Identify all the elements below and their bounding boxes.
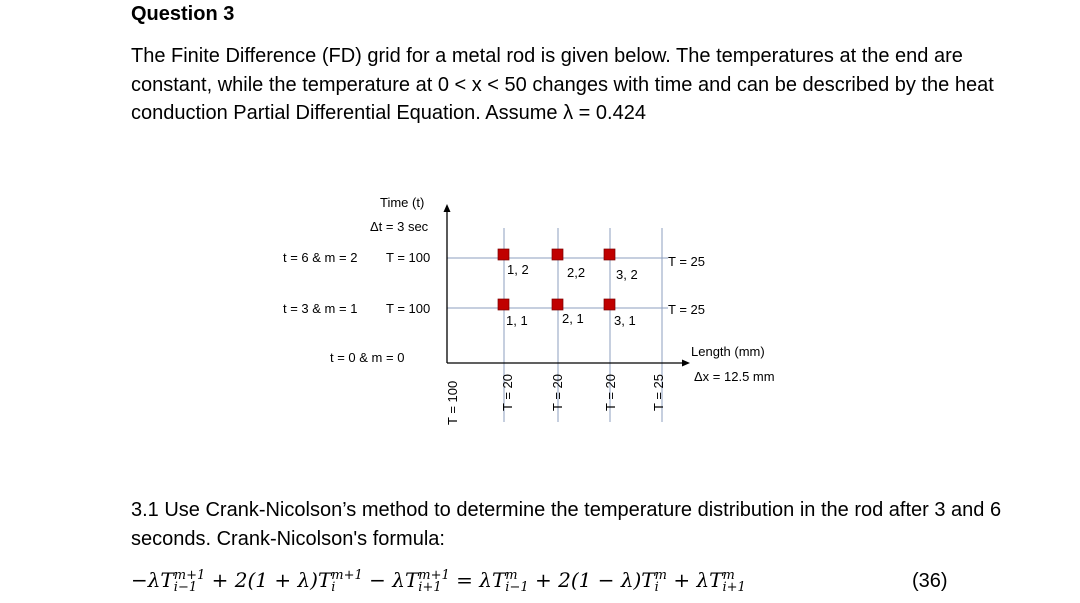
dt-label: Δt = 3 sec xyxy=(370,219,429,234)
left-bc-m2: T = 100 xyxy=(386,250,431,265)
question-heading: Question 3 xyxy=(131,3,235,25)
formula-index: m i−1 xyxy=(505,567,529,595)
node-3-1 xyxy=(604,299,615,310)
formula-term: + 2(1 − λ)T xyxy=(528,568,655,592)
formula-index: m+1 i−1 xyxy=(173,567,206,595)
formula-term: −λT xyxy=(131,568,174,592)
node-label-1-1: 1, 1 xyxy=(506,313,528,328)
initial-temp-x4: T = 25 xyxy=(651,374,666,411)
node-label-2-2: 2,2 xyxy=(567,265,586,280)
node-1-2 xyxy=(498,249,509,260)
formula-index: m i+1 xyxy=(722,567,746,595)
right-bc-m2: T = 25 xyxy=(668,254,705,269)
equation-number: (36) xyxy=(912,570,948,592)
formula-index: m+1 i+1 xyxy=(418,567,450,595)
time-label-m0: t = 0 & m = 0 xyxy=(330,350,405,365)
node-2-2 xyxy=(552,249,563,260)
formula-index: m+1 i xyxy=(331,567,363,595)
time-label-m2: t = 6 & m = 2 xyxy=(283,250,358,265)
node-label-3-2: 3, 2 xyxy=(616,267,638,282)
question-3-1-text: 3.1 Use Crank-Nicolson’s method to determine the temperature distribution in the rod after 3 and 6 seconds. Crank-Nicolson's formula: xyxy=(131,499,1002,550)
formula-term: + 2(1 + λ)T xyxy=(205,568,332,592)
right-bc-m1: T = 25 xyxy=(668,302,705,317)
time-label-m1: t = 3 & m = 1 xyxy=(283,301,358,316)
time-axis-label: Time (t) xyxy=(380,195,425,210)
node-label-3-1: 3, 1 xyxy=(614,313,636,328)
formula-term: = λT xyxy=(449,568,506,592)
initial-temp-x1: T = 20 xyxy=(500,374,515,411)
initial-temp-x2: T = 20 xyxy=(550,374,565,411)
formula-term: − λT xyxy=(362,568,419,592)
node-label-1-2: 1, 2 xyxy=(507,262,529,277)
node-3-2 xyxy=(604,249,615,260)
intro-paragraph: The Finite Difference (FD) grid for a metal rod is given below. The temperatures at the end are constant, while the temperature at 0 < x < 50 changes with time and can be described by the heat conduction Partial Differential Equation. Assume λ = 0.424 xyxy=(131,45,994,124)
initial-temp-x0: T = 100 xyxy=(445,380,460,425)
initial-temp-x3: T = 20 xyxy=(603,374,618,411)
node-label-2-1: 2, 1 xyxy=(562,311,584,326)
left-bc-m1: T = 100 xyxy=(386,301,431,316)
length-axis-label: Length (mm) xyxy=(691,344,765,359)
fd-grid-figure xyxy=(270,185,830,435)
length-axis-arrowhead xyxy=(682,360,690,367)
time-axis-arrowhead xyxy=(444,204,451,212)
formula-term: + λT xyxy=(666,568,723,592)
formula-index: m i xyxy=(654,567,667,595)
node-1-1 xyxy=(498,299,509,310)
node-2-1 xyxy=(552,299,563,310)
crank-nicolson-formula xyxy=(131,568,746,594)
dx-label: Δx = 12.5 mm xyxy=(694,369,775,384)
